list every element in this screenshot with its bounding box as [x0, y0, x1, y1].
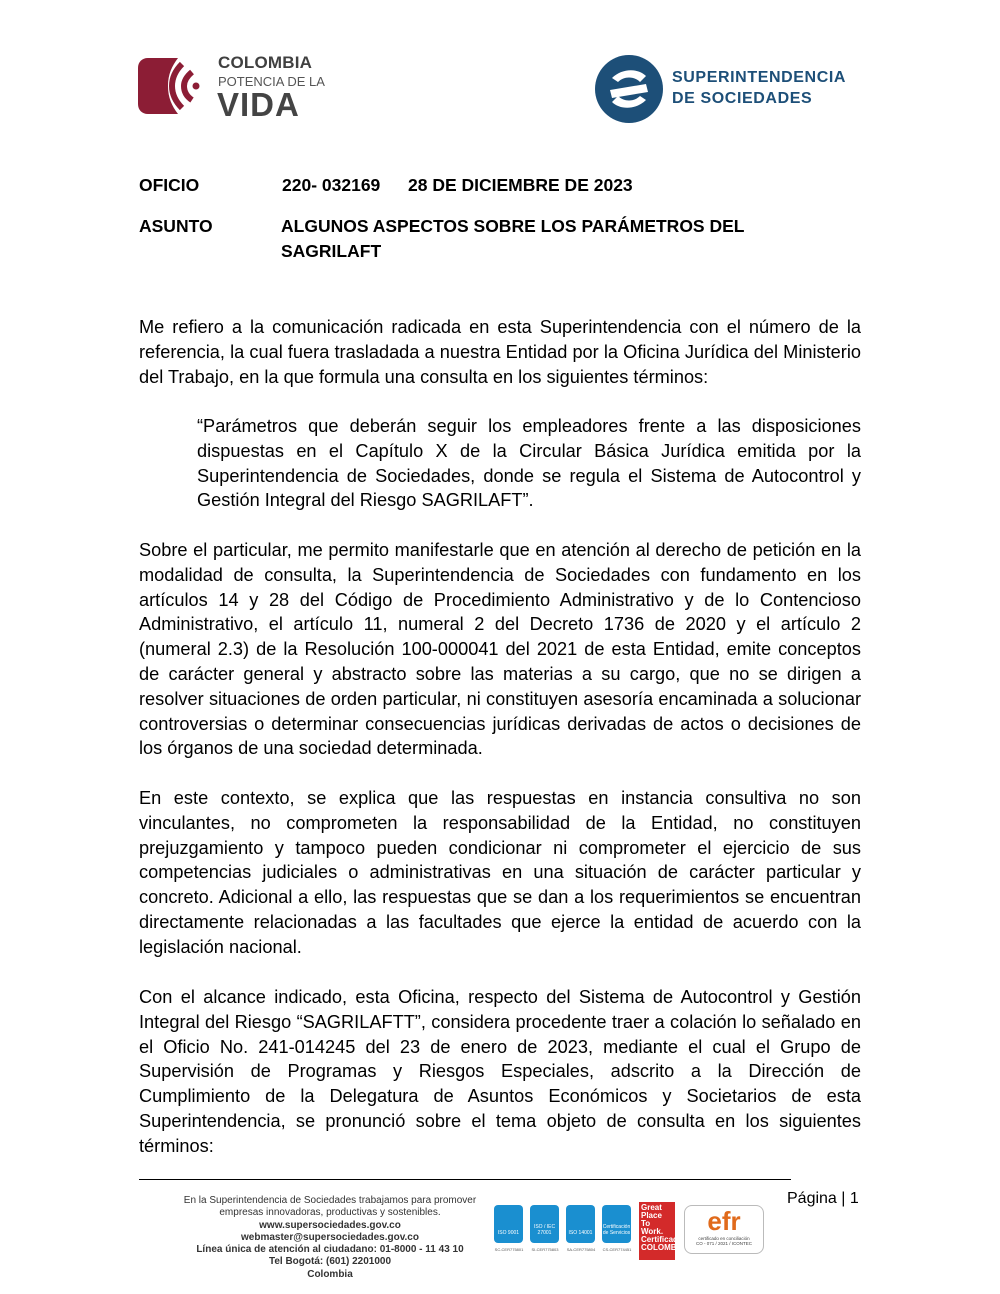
- asunto-label: ASUNTO: [139, 216, 213, 236]
- oficio-date: 28 DE DICIEMBRE DE 2023: [408, 175, 633, 195]
- logo-sociedades-text: DE SOCIEDADES: [672, 90, 813, 107]
- footer-divider: [139, 1179, 791, 1180]
- icontec-services-badge: Certificación de Servicios CS-CER774451: [602, 1205, 631, 1243]
- logo-superintendencia-text: SUPERINTENDENCIA: [672, 69, 847, 86]
- logo-colombia-text: COLOMBIA: [218, 53, 313, 72]
- supersociedades-emblem-icon: [594, 54, 664, 124]
- icontec-iso9001-badge: ISO 9001 SC-CER775801: [494, 1205, 523, 1243]
- paragraph-intro: Me refiero a la comunicación radicada en esta Superintendencia con el número de la referencia, la cual fuera trasladada a nuestra Entidad por la Oficina Jurídica del Ministerio del Trabajo, en la que formula una consulta en los siguientes términos:: [139, 317, 861, 387]
- footer-mission-line-2: empresas innovadoras, productivas y sostenibles.: [219, 1207, 441, 1219]
- paragraph-non-binding: En este contexto, se explica que las respuestas en instancia consultiva no son vinculantes, no comprometen la responsabilidad de la Entidad, no constituyen prejuzgamiento y tampoco pueden condicionar ni comprometer el ejercicio de sus competencias judiciales o administrativas en una situación de carácter particular y concreto. Adicional a ello, las respuestas que se dan a los requerimientos se encuentran directamente relacionadas a las facultades que ejerce la entidad de acuerdo con la legislación nacional.: [139, 788, 861, 957]
- quoted-consultation: “Parámetros que deberán seguir los empleadores frente a las disposiciones dispuestas en el Capítulo X de la Circular Básica Jurídica emitida por la Superintendencia de Sociedades, donde se regula el Sistema de Autocontrol y Gestión Integral del Riesgo SAGRILAFT”.: [197, 416, 861, 511]
- icontec-iso27001-badge: ISO / IEC 27001 SI-CER775803: [530, 1205, 559, 1243]
- supersociedades-logo: [594, 54, 879, 126]
- oficio-label: OFICIO: [139, 175, 200, 195]
- footer-contact-block: [180, 1195, 480, 1281]
- footer-country: Colombia: [307, 1268, 353, 1280]
- efr-certification-badge: efr certificado en conciliación CO - 071 / 2021 / ICONTEC: [684, 1205, 764, 1254]
- paragraph-reference: Con el alcance indicado, esta Oficina, respecto del Sistema de Autocontrol y Gestión Integral del Riesgo “SAGRILAFTT”, considera procedente traer a colación lo señalado en el Oficio No. 241-014245 del 23 de enero de 2023, mediante el cual el Grupo de Supervisión de Programas y Riesgos Especiales, adscrito a la Dirección de Cumplimiento de la Delegatura de Asuntos Económicos y Societarios de esta Superintendencia, se pronunció sobre el tema objeto de consulta en los siguientes términos:: [139, 987, 861, 1156]
- asunto-line-2: SAGRILAFT: [281, 241, 382, 261]
- footer-bogota-phone: Tel Bogotá: (601) 2201000: [268, 1256, 392, 1268]
- oficio-number: 220- 032169: [282, 175, 381, 195]
- logo-vida-text: VIDA: [217, 86, 300, 123]
- colombia-swoosh-icon: [138, 54, 200, 118]
- footer-phone-line: Línea única de atención al ciudadano: 01-8000 - 11 43 10: [196, 1244, 464, 1256]
- footer-website-link[interactable]: www.supersociedades.gov.co: [259, 1219, 401, 1231]
- paragraph-legal-basis: Sobre el particular, me permito manifestarle que en atención al derecho de petición en la modalidad de consulta, la Superintendencia de Sociedades con fundamento en los artículos 14 y 28 del Código de Procedimiento Administrativo y de lo Contencioso Administrativo, el artículo 11, numeral 2 del Decreto 1736 de 2020 y el artículo 2 (numeral 2.3) de la Resolución 100-000041 del 2021 de esta Entidad, emite conceptos de carácter general y abstracto sobre las materias a su cargo, que no se dirigen a resolver situaciones de orden particular, ni constituyen asesoría encaminada a solucionar controversias o determinar consecuencias jurídicas derivadas de actos o decisiones de los órganos de una sociedad determinada.: [139, 540, 861, 759]
- icontec-iso14001-badge: ISO 14001 SA-CER775804: [566, 1205, 595, 1243]
- great-place-to-work-badge: Great Place To Work. Certificado COLOMBIA: [639, 1202, 675, 1260]
- colombia-potencia-logo: [138, 52, 338, 122]
- footer-email-link[interactable]: webmaster@supersociedades.gov.co: [241, 1231, 419, 1243]
- logo-potencia-text: POTENCIA DE LA: [218, 74, 325, 89]
- footer-mission-line-1: En la Superintendencia de Sociedades trabajamos para promover: [183, 1195, 477, 1206]
- asunto-line-1: ALGUNOS ASPECTOS SOBRE LOS PARÁMETROS DEL: [281, 216, 745, 236]
- page-number: Página | 1: [787, 1190, 859, 1207]
